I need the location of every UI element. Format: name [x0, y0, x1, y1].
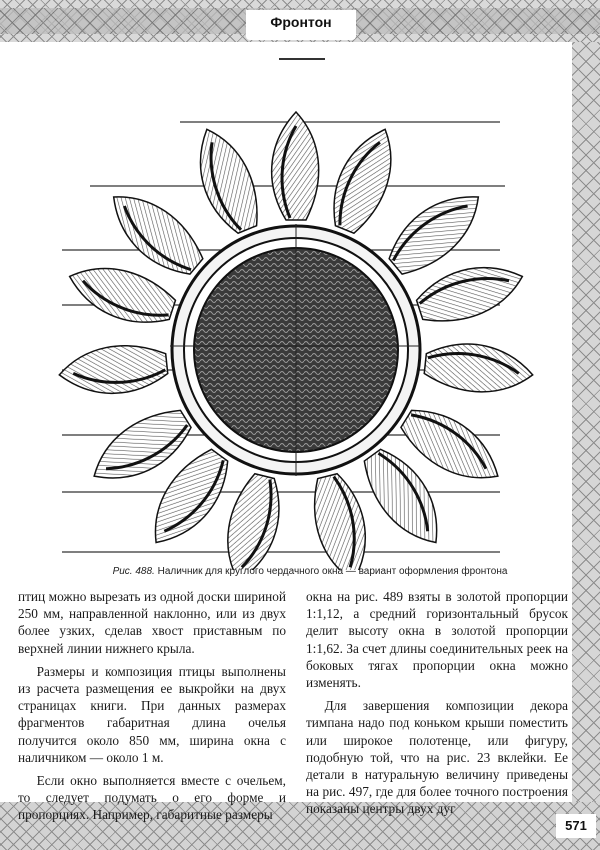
text-column-right — [306, 588, 568, 824]
knotwork-border-right — [572, 42, 600, 802]
header-rule — [279, 58, 325, 60]
figure-window-casing — [0, 100, 572, 570]
paragraph: Если окно выполняется вместе с очельем, то следует подумать о его форме и пропорциях. Например, габаритные размеры — [18, 773, 286, 823]
paragraph: окна на рис. 489 взяты в золотой пропорции 1:1,12, а средний горизонтальный брусок делит высоту окна в золотой пропорции 1:1,62. За счет длины соединительных реек на боковых тягах пропорции окна можно изменять. — [306, 589, 568, 691]
page-number: 571 — [556, 814, 596, 838]
figure-caption — [60, 566, 560, 577]
text-column-left — [18, 588, 286, 830]
running-header-title: Фронтон — [270, 14, 332, 30]
paragraph: Для завершения композиции декора тимпана надо под коньком крыши поместить или широкое полотенце, или фигуру, подобную той, что на рис. 23 вклейки. Ее детали в натуральную величину приведены на рис. 497, где для более точного построения показаны центры двух дуг — [306, 698, 568, 817]
paragraph: птиц можно вырезать из одной доски шириной 250 мм, направленной наклонно, или из двух более узких, сделав хвост приставным по верхней линии нижнего крыла. — [18, 589, 286, 656]
paragraph: Размеры и композиция птицы выполнены из расчета размещения ее выкройки на двух страницах книги. При данных размерах фрагментов габаритная длина очелья получится около 850 мм, ширина окна с наличником — около 1 м. — [18, 663, 286, 765]
window-casing-illustration — [0, 100, 572, 570]
figure-label: Рис. 488. — [112, 566, 155, 577]
figure-caption-text: Наличник для круглого чердачного окна — вариант оформления фронтона — [154, 566, 508, 577]
